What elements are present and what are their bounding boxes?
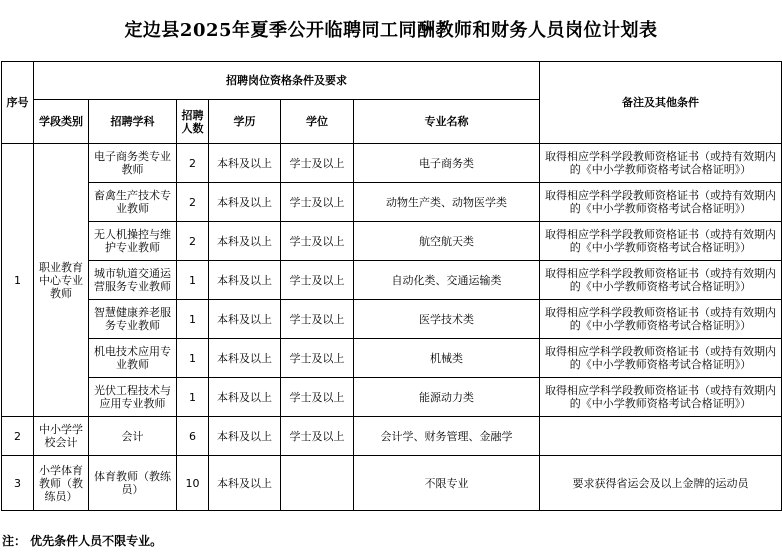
count-cell: 1: [177, 339, 209, 378]
header-requirements: 招聘岗位资格条件及要求: [34, 62, 540, 100]
table-row: [2, 339, 782, 378]
education-cell: 本科及以上: [209, 417, 281, 456]
education-cell: 本科及以上: [209, 378, 281, 417]
degree-cell: 学士及以上: [281, 378, 354, 417]
table-row: [2, 222, 782, 261]
table-row: [2, 261, 782, 300]
degree-cell: 学士及以上: [281, 261, 354, 300]
remark-cell: 取得相应学科学段教师资格证书（或持有效期内的《中小学教师资格考试合格证明》）: [540, 300, 782, 339]
remark-cell: 取得相应学科学段教师资格证书（或持有效期内的《中小学教师资格考试合格证明》）: [540, 339, 782, 378]
degree-cell: 学士及以上: [281, 339, 354, 378]
section-cell: 小学体育教师（教练员）: [34, 456, 89, 511]
count-cell: 2: [177, 144, 209, 183]
header-degree: 学位: [281, 100, 354, 144]
table-row: [2, 456, 782, 511]
footnote: 注： 优先条件人员不限专业。: [2, 534, 163, 548]
seq-cell: 1: [2, 144, 34, 417]
major-cell: 能源动力类: [354, 378, 540, 417]
count-cell: 1: [177, 300, 209, 339]
degree-cell: 学士及以上: [281, 144, 354, 183]
subject-cell: 会计: [89, 417, 177, 456]
major-cell: 不限专业: [354, 456, 540, 511]
major-cell: 医学技术类: [354, 300, 540, 339]
subject-cell: 光伏工程技术与应用专业教师: [89, 378, 177, 417]
remark-cell: [540, 417, 782, 456]
count-cell: 2: [177, 183, 209, 222]
subject-cell: 电子商务类专业教师: [89, 144, 177, 183]
header-count: 招聘人数: [177, 100, 209, 144]
subject-cell: 体育教师（教练员）: [89, 456, 177, 511]
remark-cell: 要求获得省运会及以上金牌的运动员: [540, 456, 782, 511]
section-cell: 职业教育中心专业教师: [34, 144, 89, 417]
header-section: 学段类别: [34, 100, 89, 144]
table-row: [2, 417, 782, 456]
header-seq: 序号: [2, 62, 34, 144]
header-remarks: 备注及其他条件: [540, 62, 782, 144]
major-cell: 电子商务类: [354, 144, 540, 183]
count-cell: 6: [177, 417, 209, 456]
subject-cell: 无人机操控与维护专业教师: [89, 222, 177, 261]
subject-cell: 畜禽生产技术专业教师: [89, 183, 177, 222]
header-row-top: [2, 62, 782, 100]
education-cell: 本科及以上: [209, 456, 281, 511]
count-cell: 10: [177, 456, 209, 511]
header-subject: 招聘学科: [89, 100, 177, 144]
subject-cell: 机电技术应用专业教师: [89, 339, 177, 378]
table-row: [2, 378, 782, 417]
education-cell: 本科及以上: [209, 222, 281, 261]
education-cell: 本科及以上: [209, 183, 281, 222]
table-row: [2, 144, 782, 183]
seq-cell: 2: [2, 417, 34, 456]
page-title: 定边县2025年夏季公开临聘同工同酬教师和财务人员岗位计划表: [124, 20, 658, 41]
table-row: [2, 300, 782, 339]
subject-cell: 城市轨道交通运营服务专业教师: [89, 261, 177, 300]
header-major: 专业名称: [354, 100, 540, 144]
education-cell: 本科及以上: [209, 144, 281, 183]
major-cell: 会计学、财务管理、金融学: [354, 417, 540, 456]
degree-cell: [281, 456, 354, 511]
remark-cell: 取得相应学科学段教师资格证书（或持有效期内的《中小学教师资格考试合格证明》）: [540, 144, 782, 183]
table-row: [2, 183, 782, 222]
major-cell: 航空航天类: [354, 222, 540, 261]
section-cell: 中小学学校会计: [34, 417, 89, 456]
education-cell: 本科及以上: [209, 261, 281, 300]
remark-cell: 取得相应学科学段教师资格证书（或持有效期内的《中小学教师资格考试合格证明》）: [540, 222, 782, 261]
major-cell: 动物生产类、动物医学类: [354, 183, 540, 222]
position-plan-table: [1, 61, 782, 511]
remark-cell: 取得相应学科学段教师资格证书（或持有效期内的《中小学教师资格考试合格证明》）: [540, 378, 782, 417]
seq-cell: 3: [2, 456, 34, 511]
education-cell: 本科及以上: [209, 300, 281, 339]
degree-cell: 学士及以上: [281, 222, 354, 261]
degree-cell: 学士及以上: [281, 417, 354, 456]
education-cell: 本科及以上: [209, 339, 281, 378]
remark-cell: 取得相应学科学段教师资格证书（或持有效期内的《中小学教师资格考试合格证明》）: [540, 261, 782, 300]
degree-cell: 学士及以上: [281, 183, 354, 222]
degree-cell: 学士及以上: [281, 300, 354, 339]
major-cell: 机械类: [354, 339, 540, 378]
count-cell: 1: [177, 261, 209, 300]
subject-cell: 智慧健康养老服务专业教师: [89, 300, 177, 339]
count-cell: 1: [177, 378, 209, 417]
count-cell: 2: [177, 222, 209, 261]
remark-cell: 取得相应学科学段教师资格证书（或持有效期内的《中小学教师资格考试合格证明》）: [540, 183, 782, 222]
header-education: 学历: [209, 100, 281, 144]
major-cell: 自动化类、交通运输类: [354, 261, 540, 300]
